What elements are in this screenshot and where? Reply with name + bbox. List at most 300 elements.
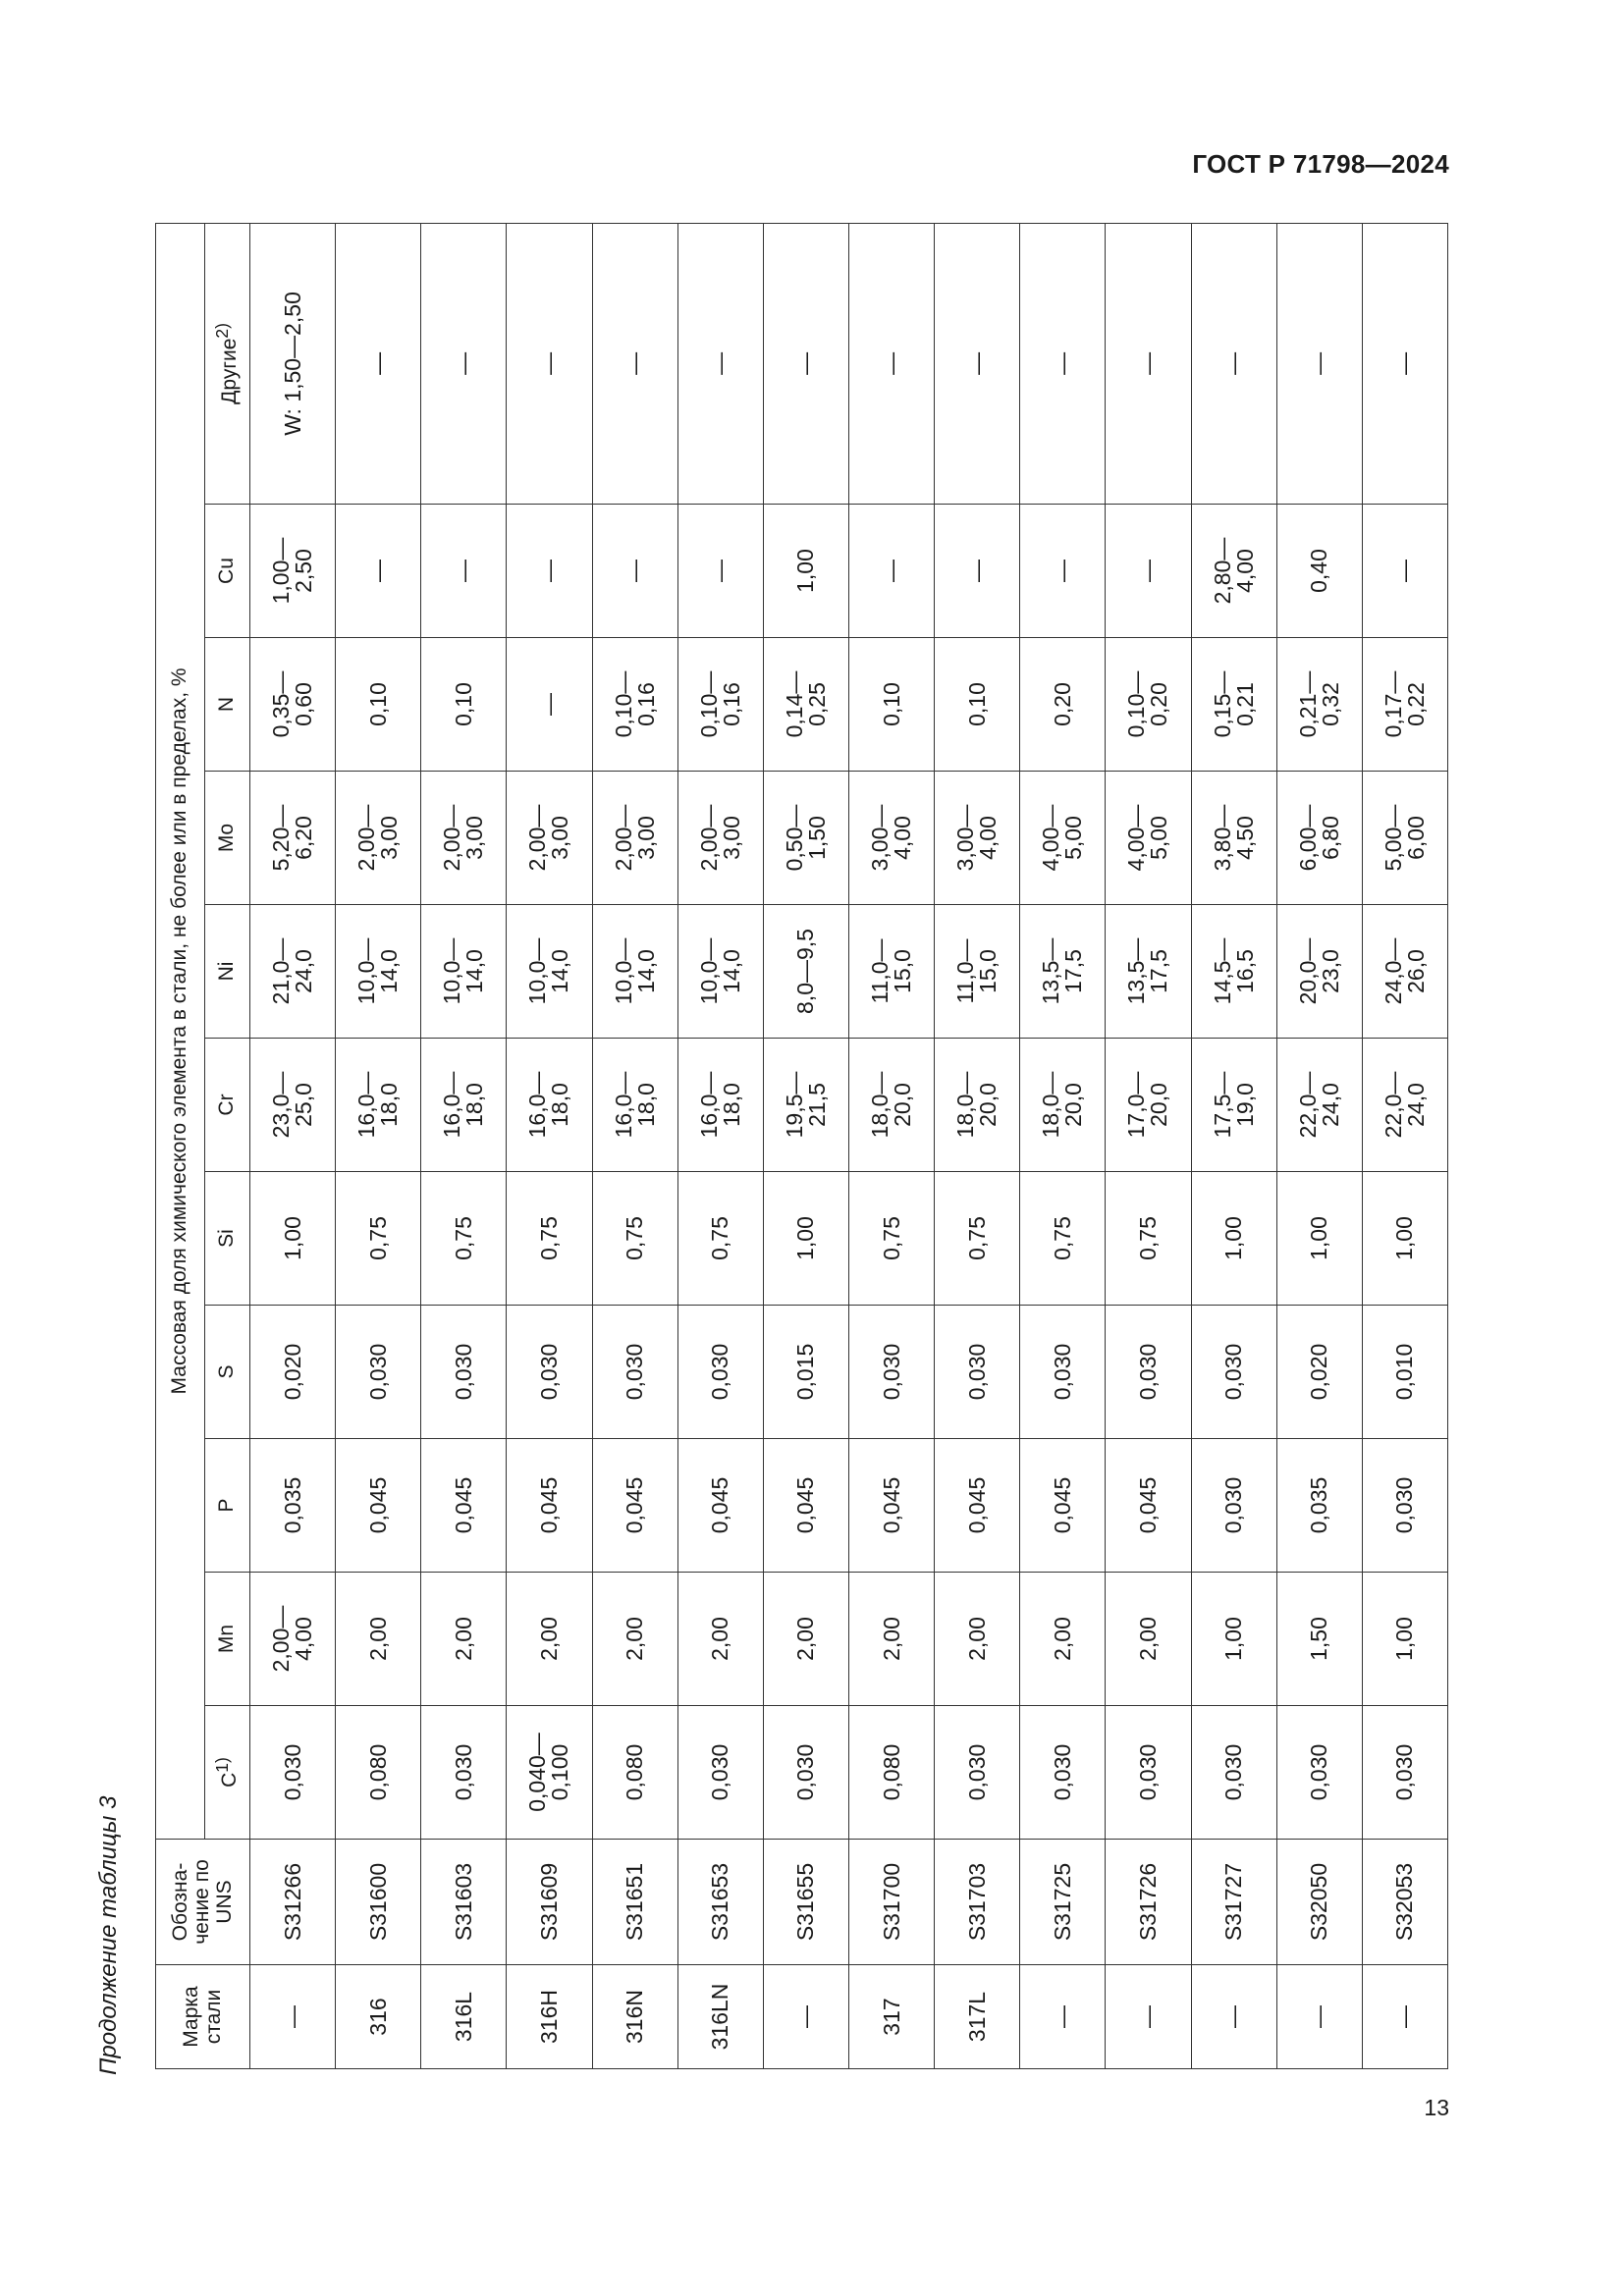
cell-s bbox=[250, 1306, 336, 1439]
cell-value: 0,020 bbox=[279, 1343, 305, 1401]
cell-grade bbox=[1191, 1965, 1276, 2069]
cell-value: 0,030 bbox=[535, 1343, 562, 1401]
cell-value: 0,080 bbox=[878, 1743, 904, 1801]
cell-c bbox=[250, 1706, 336, 1840]
cell-value: S31651 bbox=[622, 1862, 648, 1942]
cell-other bbox=[1191, 223, 1276, 504]
cell-mo bbox=[250, 772, 336, 905]
cell-si bbox=[507, 1172, 592, 1306]
cell-value: 1,50 bbox=[1306, 1617, 1332, 1661]
cell-value: 0,045 bbox=[450, 1476, 476, 1534]
cell-value: — bbox=[792, 351, 819, 375]
cell-grade bbox=[1362, 1965, 1447, 2069]
header-mass-fraction: Массовая доля химического элемента в стали, не более или в пределах, % bbox=[156, 223, 205, 1839]
table-body bbox=[250, 223, 1448, 2068]
cell-grade bbox=[336, 1965, 421, 2069]
cell-grade bbox=[1106, 1965, 1191, 2069]
table-row bbox=[250, 223, 336, 2068]
cell-value: 2,80— 4,00 bbox=[1209, 537, 1258, 605]
cell-n bbox=[1276, 638, 1362, 772]
cell-value: — bbox=[1134, 351, 1161, 375]
cell-p bbox=[507, 1439, 592, 1573]
header-element-si: Si bbox=[205, 1172, 250, 1306]
cell-value: 0,75 bbox=[364, 1216, 391, 1260]
cell-other bbox=[1276, 223, 1362, 504]
cell-value: 2,00— 4,00 bbox=[268, 1605, 317, 1673]
cell-value: 1,00 bbox=[1220, 1617, 1247, 1661]
cell-mn bbox=[1276, 1573, 1362, 1706]
cell-s bbox=[848, 1306, 934, 1439]
cell-cr bbox=[507, 1039, 592, 1172]
table-row bbox=[421, 223, 507, 2068]
cell-value: 10,0— 14,0 bbox=[524, 937, 573, 1005]
cell-value: 316H bbox=[535, 1990, 562, 2044]
cell-value: 22,0— 24,0 bbox=[1294, 1071, 1343, 1139]
cell-value: 0,030 bbox=[1049, 1343, 1075, 1401]
cell-cu bbox=[763, 505, 848, 638]
cell-value: 11,0— 15,0 bbox=[867, 938, 916, 1004]
cell-value: 0,040— 0,100 bbox=[524, 1733, 573, 1812]
cell-value: 0,030 bbox=[364, 1343, 391, 1401]
cell-value: 20,0— 23,0 bbox=[1294, 937, 1343, 1005]
cell-s bbox=[763, 1306, 848, 1439]
cell-cr bbox=[1276, 1039, 1362, 1172]
cell-c bbox=[677, 1706, 763, 1840]
table-row bbox=[1191, 223, 1276, 2068]
cell-mo bbox=[1191, 772, 1276, 905]
cell-value: 0,030 bbox=[279, 1743, 305, 1801]
cell-value: S31266 bbox=[279, 1862, 305, 1942]
cell-mo bbox=[1020, 772, 1106, 905]
cell-si bbox=[250, 1172, 336, 1306]
cell-mo bbox=[507, 772, 592, 905]
cell-value: 0,045 bbox=[364, 1476, 391, 1534]
cell-value: 1,00— 2,50 bbox=[268, 537, 317, 605]
cell-value: 2,00 bbox=[878, 1617, 904, 1661]
cell-value: 317 bbox=[878, 1998, 904, 2036]
table-row bbox=[336, 223, 421, 2068]
cell-value: 10,0— 14,0 bbox=[695, 937, 744, 1005]
cell-mo bbox=[421, 772, 507, 905]
cell-n bbox=[1362, 638, 1447, 772]
cell-value: 2,00 bbox=[707, 1617, 733, 1661]
cell-value: — bbox=[279, 2005, 305, 2028]
cell-value: 0,40 bbox=[1306, 549, 1332, 593]
cell-s bbox=[421, 1306, 507, 1439]
cell-other bbox=[1020, 223, 1106, 504]
cell-c bbox=[421, 1706, 507, 1840]
cell-n bbox=[763, 638, 848, 772]
cell-p bbox=[935, 1439, 1020, 1573]
cell-mo bbox=[935, 772, 1020, 905]
cell-mn bbox=[935, 1573, 1020, 1706]
cell-n bbox=[250, 638, 336, 772]
cell-uns bbox=[421, 1840, 507, 1965]
cell-mn bbox=[677, 1573, 763, 1706]
cell-value: 0,030 bbox=[707, 1343, 733, 1401]
cell-value: 13,5— 17,5 bbox=[1123, 937, 1172, 1005]
cell-s bbox=[1362, 1306, 1447, 1439]
cell-uns bbox=[1020, 1840, 1106, 1965]
cell-value: 0,045 bbox=[1049, 1476, 1075, 1534]
cell-value: 11,0— 15,0 bbox=[952, 938, 1001, 1004]
cell-value: — bbox=[963, 351, 990, 375]
cell-ni bbox=[1020, 905, 1106, 1039]
cell-value: S31609 bbox=[535, 1862, 562, 1942]
cell-ni bbox=[421, 905, 507, 1039]
cell-value: — bbox=[1306, 2005, 1332, 2028]
cell-value: 16,0— 18,0 bbox=[439, 1071, 488, 1139]
header-uns: Обозна- чение по UNS bbox=[156, 1840, 250, 1965]
cell-p bbox=[1276, 1439, 1362, 1573]
cell-value: 5,00— 6,00 bbox=[1380, 804, 1429, 872]
document-code: ГОСТ Р 71798—2024 bbox=[1192, 149, 1449, 179]
cell-ni bbox=[935, 905, 1020, 1039]
cell-s bbox=[592, 1306, 677, 1439]
cell-value: 4,00— 5,00 bbox=[1038, 804, 1087, 872]
cell-value: 0,10 bbox=[364, 682, 391, 726]
cell-value: 0,030 bbox=[878, 1343, 904, 1401]
table-row bbox=[677, 223, 763, 2068]
cell-mn bbox=[1191, 1573, 1276, 1706]
cell-value: 0,030 bbox=[963, 1743, 990, 1801]
header-grade: Марка стали bbox=[156, 1965, 250, 2069]
cell-value: 0,030 bbox=[450, 1743, 476, 1801]
cell-value: 21,0— 24,0 bbox=[268, 937, 317, 1005]
table-row bbox=[592, 223, 677, 2068]
cell-si bbox=[1020, 1172, 1106, 1306]
cell-si bbox=[1276, 1172, 1362, 1306]
cell-mn bbox=[848, 1573, 934, 1706]
cell-cu bbox=[1276, 505, 1362, 638]
cell-grade bbox=[592, 1965, 677, 2069]
cell-si bbox=[592, 1172, 677, 1306]
cell-n bbox=[592, 638, 677, 772]
cell-n bbox=[507, 638, 592, 772]
cell-c bbox=[1276, 1706, 1362, 1840]
cell-ni bbox=[848, 905, 934, 1039]
cell-value: — bbox=[1391, 351, 1418, 375]
cell-cu bbox=[1362, 505, 1447, 638]
cell-value: 16,0— 18,0 bbox=[695, 1071, 744, 1139]
cell-mn bbox=[421, 1573, 507, 1706]
cell-grade bbox=[677, 1965, 763, 2069]
cell-value: 2,00 bbox=[792, 1617, 819, 1661]
cell-value: 0,030 bbox=[1391, 1476, 1418, 1534]
cell-c bbox=[592, 1706, 677, 1840]
cell-value: 8,0—9,5 bbox=[792, 929, 819, 1014]
cell-n bbox=[421, 638, 507, 772]
cell-value: — bbox=[1049, 560, 1075, 582]
cell-cr bbox=[848, 1039, 934, 1172]
cell-value: 24,0— 26,0 bbox=[1380, 937, 1429, 1005]
cell-value: 0,020 bbox=[1306, 1343, 1332, 1401]
cell-value: — bbox=[1134, 2005, 1161, 2028]
cell-cu bbox=[1106, 505, 1191, 638]
cell-value: — bbox=[1220, 2005, 1247, 2028]
cell-value: 0,35— 0,60 bbox=[268, 670, 317, 738]
cell-value: 1,00 bbox=[792, 1216, 819, 1260]
cell-value: 19,5— 21,5 bbox=[781, 1071, 830, 1139]
cell-value: 0,030 bbox=[622, 1343, 648, 1401]
cell-ni bbox=[507, 905, 592, 1039]
cell-value: 0,030 bbox=[707, 1743, 733, 1801]
cell-value: S31726 bbox=[1134, 1862, 1161, 1942]
cell-mn bbox=[1020, 1573, 1106, 1706]
page-number: 13 bbox=[1424, 2095, 1449, 2120]
cell-cr bbox=[1191, 1039, 1276, 1172]
cell-value: — bbox=[535, 351, 562, 375]
cell-mo bbox=[336, 772, 421, 905]
cell-value: 0,75 bbox=[622, 1216, 648, 1260]
table-row bbox=[1276, 223, 1362, 2068]
table-row bbox=[1362, 223, 1447, 2068]
cell-cu bbox=[848, 505, 934, 638]
cell-cr bbox=[1362, 1039, 1447, 1172]
cell-value: 0,030 bbox=[1391, 1743, 1418, 1801]
cell-mn bbox=[592, 1573, 677, 1706]
cell-c bbox=[848, 1706, 934, 1840]
cell-ni bbox=[592, 905, 677, 1039]
cell-p bbox=[1191, 1439, 1276, 1573]
cell-value: 17,5— 19,0 bbox=[1209, 1071, 1258, 1139]
table-row bbox=[1106, 223, 1191, 2068]
cell-mo bbox=[677, 772, 763, 905]
cell-value: 14,5— 16,5 bbox=[1209, 937, 1258, 1005]
cell-si bbox=[1106, 1172, 1191, 1306]
cell-value: 10,0— 14,0 bbox=[610, 937, 659, 1005]
cell-value: 2,00 bbox=[1049, 1617, 1075, 1661]
cell-ni bbox=[1106, 905, 1191, 1039]
cell-value: 10,0— 14,0 bbox=[439, 937, 488, 1005]
cell-uns bbox=[507, 1840, 592, 1965]
cell-value: 2,00— 3,00 bbox=[695, 804, 744, 872]
cell-value: 0,030 bbox=[1220, 1476, 1247, 1534]
cell-value: 0,50— 1,50 bbox=[781, 804, 830, 872]
cell-cr bbox=[336, 1039, 421, 1172]
cell-uns bbox=[1362, 1840, 1447, 1965]
cell-value: 16,0— 18,0 bbox=[524, 1071, 573, 1139]
cell-value: S31603 bbox=[450, 1862, 476, 1942]
cell-p bbox=[421, 1439, 507, 1573]
cell-value: S31725 bbox=[1049, 1862, 1075, 1942]
cell-value: — bbox=[364, 351, 391, 375]
cell-mo bbox=[1362, 772, 1447, 905]
cell-value: 0,10 bbox=[963, 682, 990, 726]
cell-value: 17,0— 20,0 bbox=[1123, 1071, 1172, 1139]
cell-value: 0,75 bbox=[1049, 1216, 1075, 1260]
cell-uns bbox=[763, 1840, 848, 1965]
cell-grade bbox=[421, 1965, 507, 2069]
cell-value: 0,21— 0,32 bbox=[1294, 670, 1343, 738]
header-element-ni: Ni bbox=[205, 905, 250, 1039]
cell-c bbox=[1362, 1706, 1447, 1840]
cell-value: — bbox=[1306, 351, 1332, 375]
cell-value: 316LN bbox=[707, 1983, 733, 2051]
cell-value: 16,0— 18,0 bbox=[353, 1071, 403, 1139]
cell-cr bbox=[935, 1039, 1020, 1172]
cell-mo bbox=[848, 772, 934, 905]
table-row bbox=[763, 223, 848, 2068]
cell-value: — bbox=[364, 560, 391, 582]
cell-cu bbox=[592, 505, 677, 638]
cell-value: 0,75 bbox=[1134, 1216, 1161, 1260]
cell-value: 1,00 bbox=[1220, 1216, 1247, 1260]
cell-mo bbox=[763, 772, 848, 905]
cell-value: 0,10 bbox=[878, 682, 904, 726]
cell-grade bbox=[1276, 1965, 1362, 2069]
cell-value: 2,00 bbox=[1134, 1617, 1161, 1661]
cell-value: 0,10— 0,16 bbox=[695, 670, 744, 738]
header-element-n: N bbox=[205, 638, 250, 772]
cell-grade bbox=[1020, 1965, 1106, 2069]
cell-value: 2,00— 3,00 bbox=[353, 804, 403, 872]
cell-cr bbox=[677, 1039, 763, 1172]
cell-value: — bbox=[622, 351, 648, 375]
cell-uns bbox=[1276, 1840, 1362, 1965]
cell-value: — bbox=[535, 693, 562, 716]
cell-c bbox=[507, 1706, 592, 1840]
cell-s bbox=[336, 1306, 421, 1439]
cell-p bbox=[1106, 1439, 1191, 1573]
cell-value: 316 bbox=[364, 1998, 391, 2036]
cell-uns bbox=[1191, 1840, 1276, 1965]
cell-ni bbox=[1362, 905, 1447, 1039]
cell-value: S31600 bbox=[364, 1862, 391, 1942]
header-element-mn: Mn bbox=[205, 1573, 250, 1706]
cell-value: 0,045 bbox=[622, 1476, 648, 1534]
cell-value: 2,00 bbox=[535, 1617, 562, 1661]
cell-cu bbox=[935, 505, 1020, 638]
cell-value: 18,0— 20,0 bbox=[952, 1071, 1001, 1139]
cell-cr bbox=[250, 1039, 336, 1172]
cell-value: S31653 bbox=[707, 1862, 733, 1942]
cell-grade bbox=[250, 1965, 336, 2069]
cell-value: 0,015 bbox=[792, 1343, 819, 1401]
cell-cr bbox=[1106, 1039, 1191, 1172]
cell-value: 2,00— 3,00 bbox=[610, 804, 659, 872]
cell-other bbox=[421, 223, 507, 504]
cell-cu bbox=[1020, 505, 1106, 638]
cell-ni bbox=[1276, 905, 1362, 1039]
cell-value: 0,030 bbox=[1134, 1743, 1161, 1801]
rotated-table-container bbox=[155, 238, 1448, 2069]
cell-value: 316L bbox=[450, 1991, 476, 2043]
cell-value: 2,00— 3,00 bbox=[524, 804, 573, 872]
cell-uns bbox=[250, 1840, 336, 1965]
cell-s bbox=[1020, 1306, 1106, 1439]
cell-value: 10,0— 14,0 bbox=[353, 937, 403, 1005]
cell-c bbox=[1191, 1706, 1276, 1840]
cell-other bbox=[1362, 223, 1447, 504]
cell-s bbox=[507, 1306, 592, 1439]
cell-cr bbox=[1020, 1039, 1106, 1172]
cell-value: S32053 bbox=[1391, 1862, 1418, 1942]
cell-value: S31655 bbox=[792, 1862, 819, 1942]
cell-value: — bbox=[963, 560, 990, 582]
cell-n bbox=[677, 638, 763, 772]
cell-value: — bbox=[1391, 2005, 1418, 2028]
table-caption: Продолжение таблицы 3 bbox=[95, 1795, 122, 2075]
header-element-cr: Cr bbox=[205, 1039, 250, 1172]
cell-value: 3,00— 4,00 bbox=[867, 804, 916, 872]
cell-value: 1,00 bbox=[1391, 1617, 1418, 1661]
cell-value: 0,20 bbox=[1049, 682, 1075, 726]
cell-value: 0,030 bbox=[450, 1343, 476, 1401]
header-element-mo: Mo bbox=[205, 772, 250, 905]
cell-p bbox=[848, 1439, 934, 1573]
cell-value: — bbox=[450, 560, 476, 582]
cell-value: 0,080 bbox=[364, 1743, 391, 1801]
cell-value: 1,00 bbox=[792, 549, 819, 593]
cell-n bbox=[1191, 638, 1276, 772]
cell-s bbox=[1106, 1306, 1191, 1439]
header-element-other: Другие$^{2)}$ bbox=[205, 223, 250, 504]
cell-grade bbox=[935, 1965, 1020, 2069]
cell-value: 0,75 bbox=[963, 1216, 990, 1260]
cell-value: 0,045 bbox=[878, 1476, 904, 1534]
cell-value: 0,030 bbox=[1220, 1343, 1247, 1401]
cell-value: 13,5— 17,5 bbox=[1038, 937, 1087, 1005]
cell-value: 2,00 bbox=[450, 1617, 476, 1661]
cell-value: — bbox=[535, 560, 562, 582]
cell-value: 2,00 bbox=[622, 1617, 648, 1661]
cell-value: 0,15— 0,21 bbox=[1209, 670, 1258, 738]
cell-value: 18,0— 20,0 bbox=[867, 1071, 916, 1139]
cell-p bbox=[250, 1439, 336, 1573]
cell-value: 23,0— 25,0 bbox=[268, 1071, 317, 1139]
cell-value: — bbox=[1220, 351, 1247, 375]
cell-other bbox=[250, 223, 336, 504]
cell-p bbox=[1362, 1439, 1447, 1573]
cell-mn bbox=[507, 1573, 592, 1706]
cell-uns bbox=[848, 1840, 934, 1965]
chemical-composition-table bbox=[155, 223, 1448, 2069]
cell-c bbox=[763, 1706, 848, 1840]
cell-value: 3,80— 4,50 bbox=[1209, 804, 1258, 872]
cell-value: 0,035 bbox=[279, 1476, 305, 1534]
cell-value: 16,0— 18,0 bbox=[610, 1071, 659, 1139]
cell-value: 0,030 bbox=[1220, 1743, 1247, 1801]
cell-mn bbox=[1362, 1573, 1447, 1706]
cell-mo bbox=[1276, 772, 1362, 905]
cell-value: 0,030 bbox=[1134, 1343, 1161, 1401]
cell-p bbox=[1020, 1439, 1106, 1573]
cell-n bbox=[1020, 638, 1106, 772]
cell-value: 18,0— 20,0 bbox=[1038, 1071, 1087, 1139]
cell-ni bbox=[1191, 905, 1276, 1039]
cell-value: 0,010 bbox=[1391, 1343, 1418, 1401]
cell-value: 0,75 bbox=[707, 1216, 733, 1260]
cell-si bbox=[763, 1172, 848, 1306]
cell-value: — bbox=[878, 351, 904, 375]
cell-value: 0,75 bbox=[535, 1216, 562, 1260]
cell-value: — bbox=[792, 2005, 819, 2028]
cell-value: S31703 bbox=[963, 1862, 990, 1942]
cell-value: 0,035 bbox=[1306, 1476, 1332, 1534]
cell-cu bbox=[250, 505, 336, 638]
cell-mn bbox=[1106, 1573, 1191, 1706]
cell-value: 0,045 bbox=[535, 1476, 562, 1534]
cell-value: W: 1,50—2,50 bbox=[279, 292, 305, 436]
cell-value: 0,75 bbox=[450, 1216, 476, 1260]
cell-c bbox=[935, 1706, 1020, 1840]
cell-c bbox=[1020, 1706, 1106, 1840]
cell-value: 0,030 bbox=[963, 1343, 990, 1401]
cell-grade bbox=[763, 1965, 848, 2069]
cell-value: 22,0— 24,0 bbox=[1380, 1071, 1429, 1139]
cell-value: — bbox=[450, 351, 476, 375]
